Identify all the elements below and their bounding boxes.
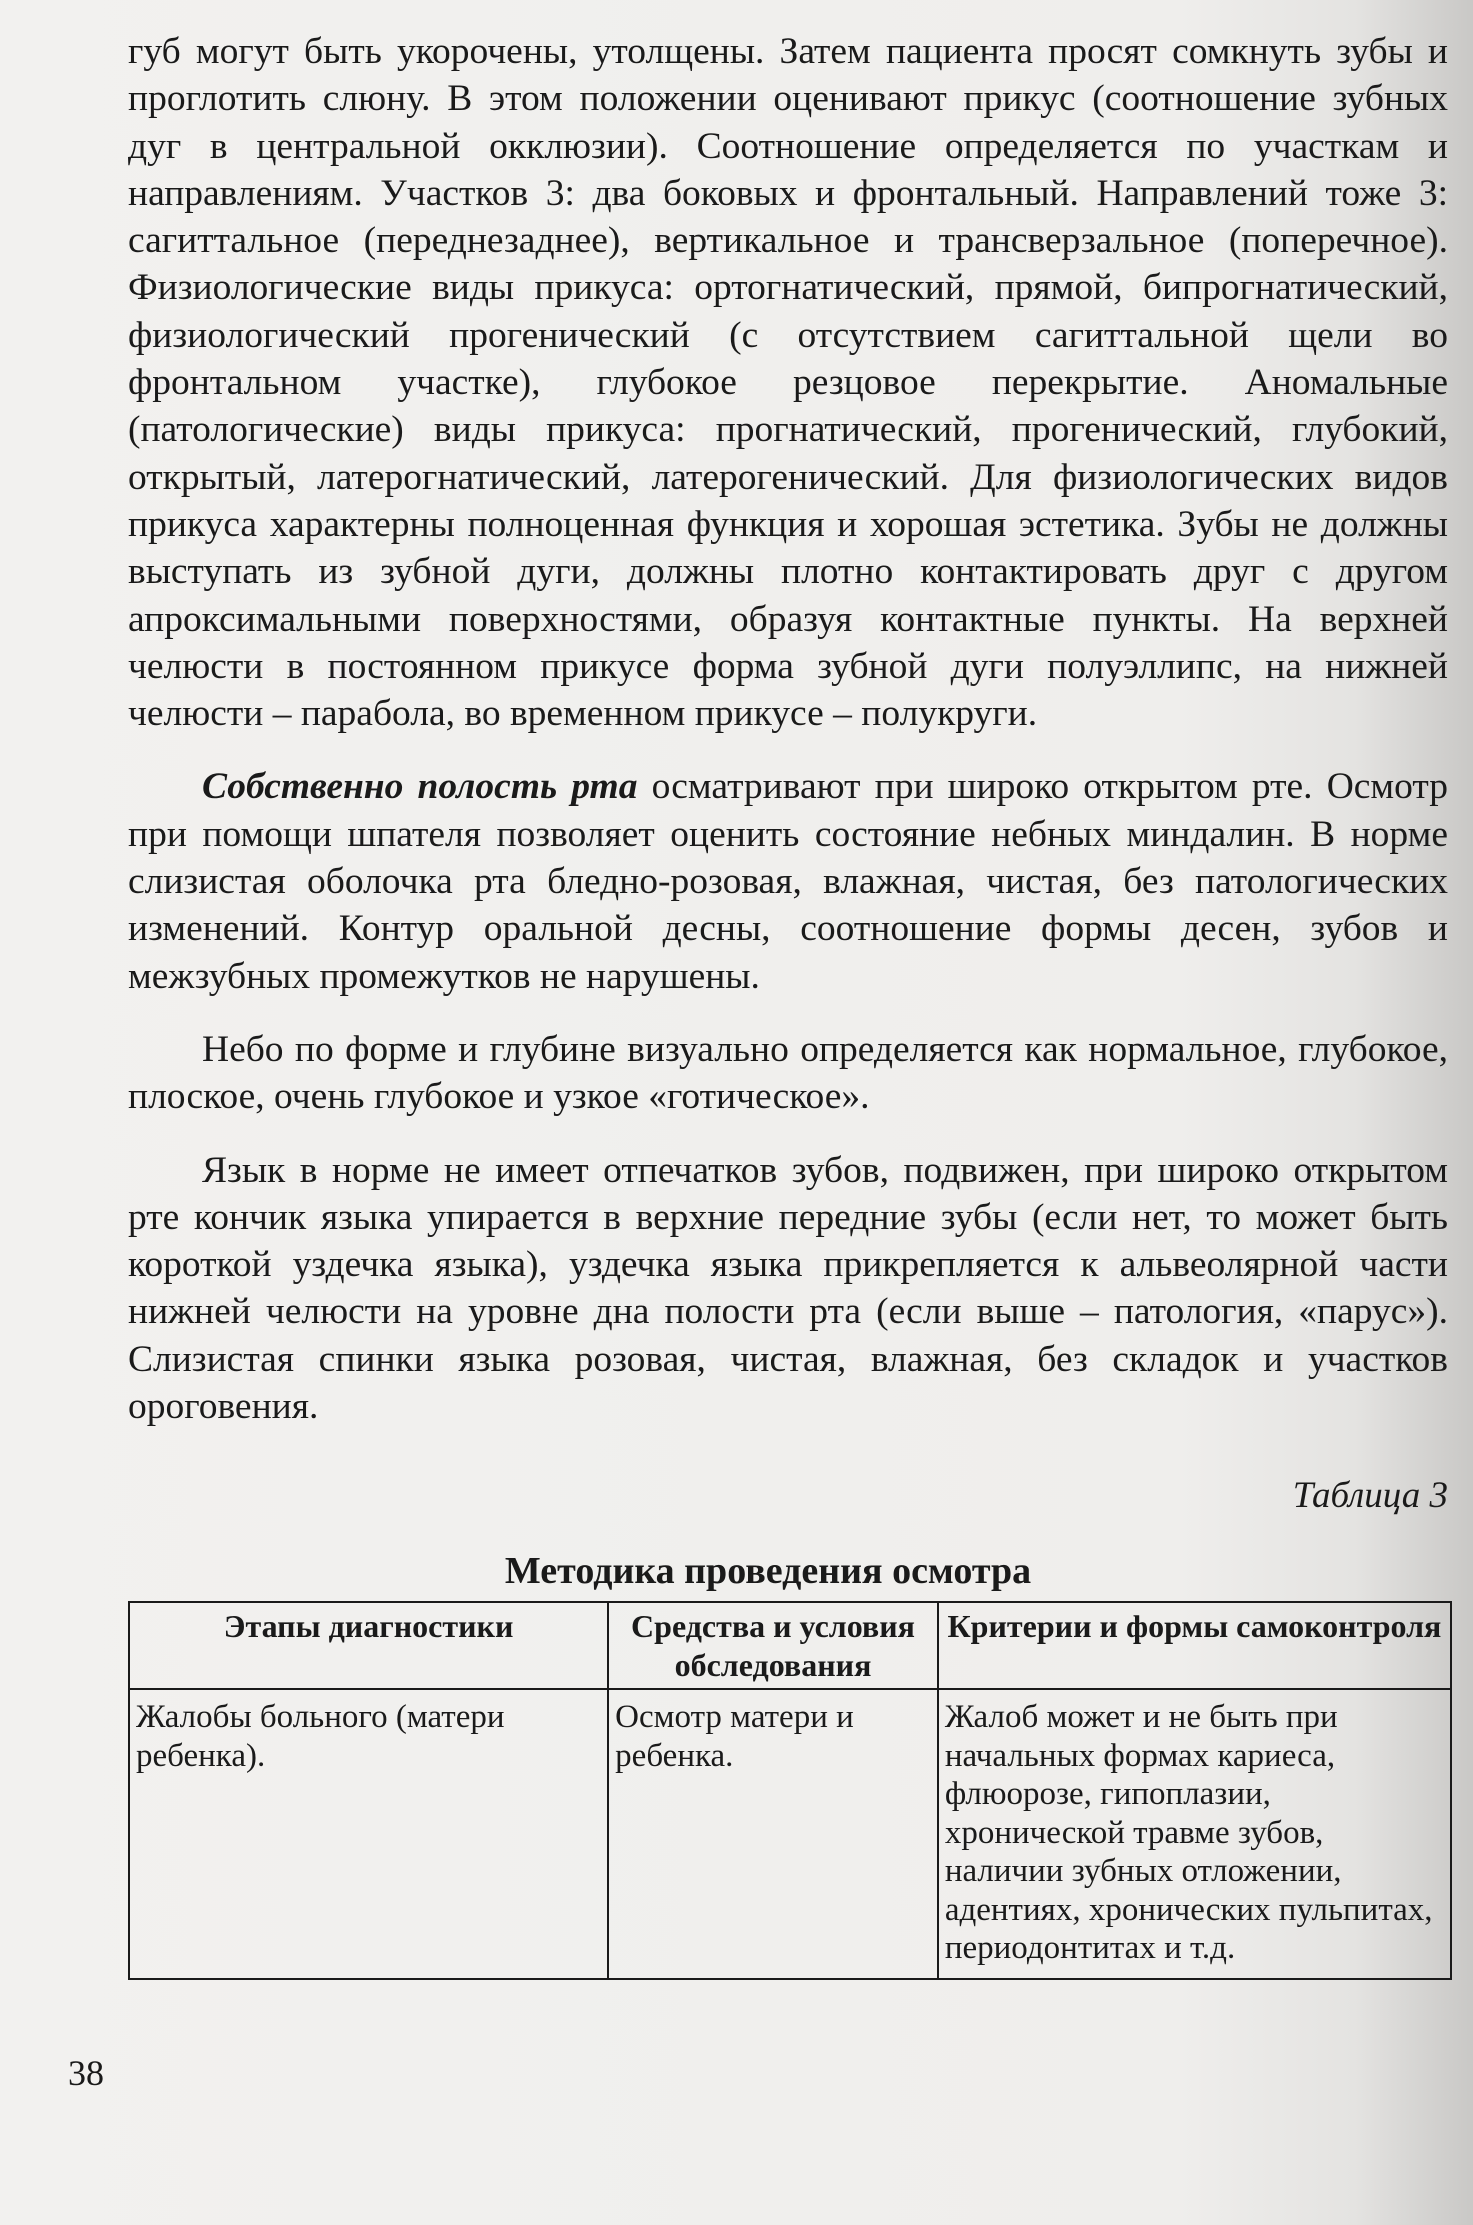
paragraph-palate: Небо по форме и глубине визуально определяется как нормальное, глубокое, плоское, очень глубокое и узкое «готическое». bbox=[128, 1028, 1448, 1118]
table-cell: Жалоб может и не быть при начальных формах кариеса, флюорозе, гипоплазии, хронической травме зубов, наличии зубных отложении, адентиях, хронических пульпитах, периодонтитах и т.д. bbox=[938, 1689, 1451, 1979]
table-title: Методика проведения осмотра bbox=[504, 1550, 1032, 1593]
header-criteria: Критерии и формы самоконтроля bbox=[938, 1602, 1451, 1689]
table-row bbox=[129, 1689, 1451, 1979]
paragraph-oral-cavity bbox=[128, 763, 1448, 999]
table-header-row bbox=[129, 1602, 1451, 1689]
body-text bbox=[128, 28, 1448, 1593]
paragraph-bite: губ могут быть укорочены, утолщены. Затем пациента просят сомкнуть зубы и проглотить слюну. В этом положении оценивают прикус (соотношение зубных дуг в центральной окклюзии). Соотношение определяется по участкам и направлениям. Участков 3: два боковых и фронтальный. Направлений тоже 3: сагиттальное (переднезаднее), вертикальное и трансверзальное (поперечное). Физиологические виды прикуса: ортогнатический, прямой, бипрогнатический, физиологический прогенический (с отсутствием сагиттальной щели во фронтальном участке), глубокое резцовое перекрытие. Аномальные (патологические) виды прикуса: прогнатический, прогенический, глубокий, открытый, латерогнатический, латерогенический. Для физиологических видов прикуса характерны полноценная функция и хорошая эстетика. Зубы не должны выступать из зубной дуги, должны плотно контактировать друг с другом апроксимальными поверхностями, образуя контактные пункты. На верхней челюсти в постоянном прикусе форма зубной дуги полуэллипс, на нижней челюсти – парабола, во временном прикусе – полукруги. bbox=[128, 31, 1448, 735]
paragraph-tongue: Язык в норме не имеет отпечатков зубов, подвижен, при широко открытом рте кончик языка упирается в верхние передние зубы (если нет, то может быть короткой уздечка языка), уздечка языка прикрепляется к альвеолярной части нижней челюсти на уровне дна полости рта (если выше – патология, «парус»). Слизистая спинки языка розовая, чистая, влажная, без складок и участков ороговения. bbox=[128, 1149, 1448, 1428]
table-cell: Жалобы больного (матери ребенка). bbox=[129, 1689, 608, 1979]
table-cell: Осмотр матери и ребенка. bbox=[608, 1689, 938, 1979]
exam-method-table bbox=[128, 1601, 1452, 1980]
paragraph-text: осматривают при широко открытом рте. Осмотр при помощи шпателя позволяет оценить состояние небных миндалин. В норме слизистая оболочка рта бледно-розовая, влажная, чистая, без патологических изменений. Контур оральной десны, соотношение формы десен, зубов и межзубных промежутков не нарушены. bbox=[128, 766, 1449, 997]
page-number: 38 bbox=[68, 2053, 104, 2093]
header-means: Средства и условия обследования bbox=[608, 1602, 938, 1689]
table-label: Таблица 3 bbox=[1292, 1475, 1448, 1517]
paragraph-lead-term: Собственно полость рта bbox=[202, 766, 638, 808]
header-stages: Этапы диагностики bbox=[129, 1602, 608, 1689]
